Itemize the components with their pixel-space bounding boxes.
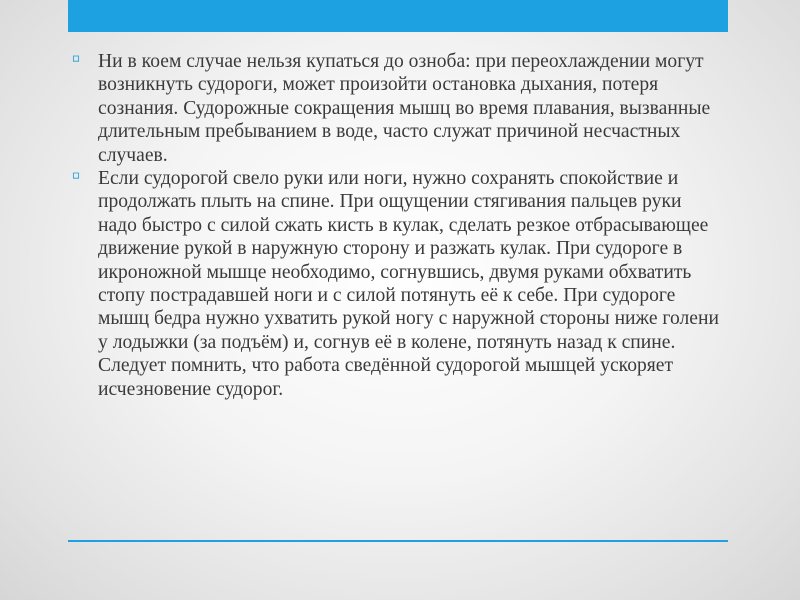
bullet-text: Если судорогой свело руки или ноги, нужно сохранять спокойствие и продолжать плыть на спине. При ощущении стягивания пальцев руки надо быстро с силой сжать кисть в кулак, сделать резкое отбрасывающее движение рукой в наружную сторону и разжать кулак. При судороге в икроножной мышце необходимо, согнувшись, двумя руками обхватить стопу пострадавшей ноги и с силой потянуть её к себе. При судороге мышц бедра нужно ухватить рукой ногу с наружной стороны ниже голени у лодыжки (за подъём) и, согнув её в колене, потянуть назад к спине. Следует помнить, что работа сведённой судорогой мышцей ускоряет исчезновение судорог.: [98, 168, 719, 400]
bottom-divider-line: [68, 540, 728, 542]
bullet-item-cramps: [72, 167, 722, 401]
open-circle-icon: ⸋: [72, 52, 81, 71]
slide-content: [72, 50, 722, 401]
top-accent-bar: [68, 0, 728, 32]
open-circle-icon: ⸋: [72, 169, 81, 189]
bullet-item-hypothermia: [72, 50, 722, 167]
bullet-text: Ни в коем случае нельзя купаться до озноба: при переохлаждении могут возникнуть судороги, может произойти остановка дыхания, потеря сознания. Судорожные сокращения мышц во время плавания, вызванные длительным пребыванием в воде, часто служат причиной несчастных случаев.: [98, 51, 711, 166]
